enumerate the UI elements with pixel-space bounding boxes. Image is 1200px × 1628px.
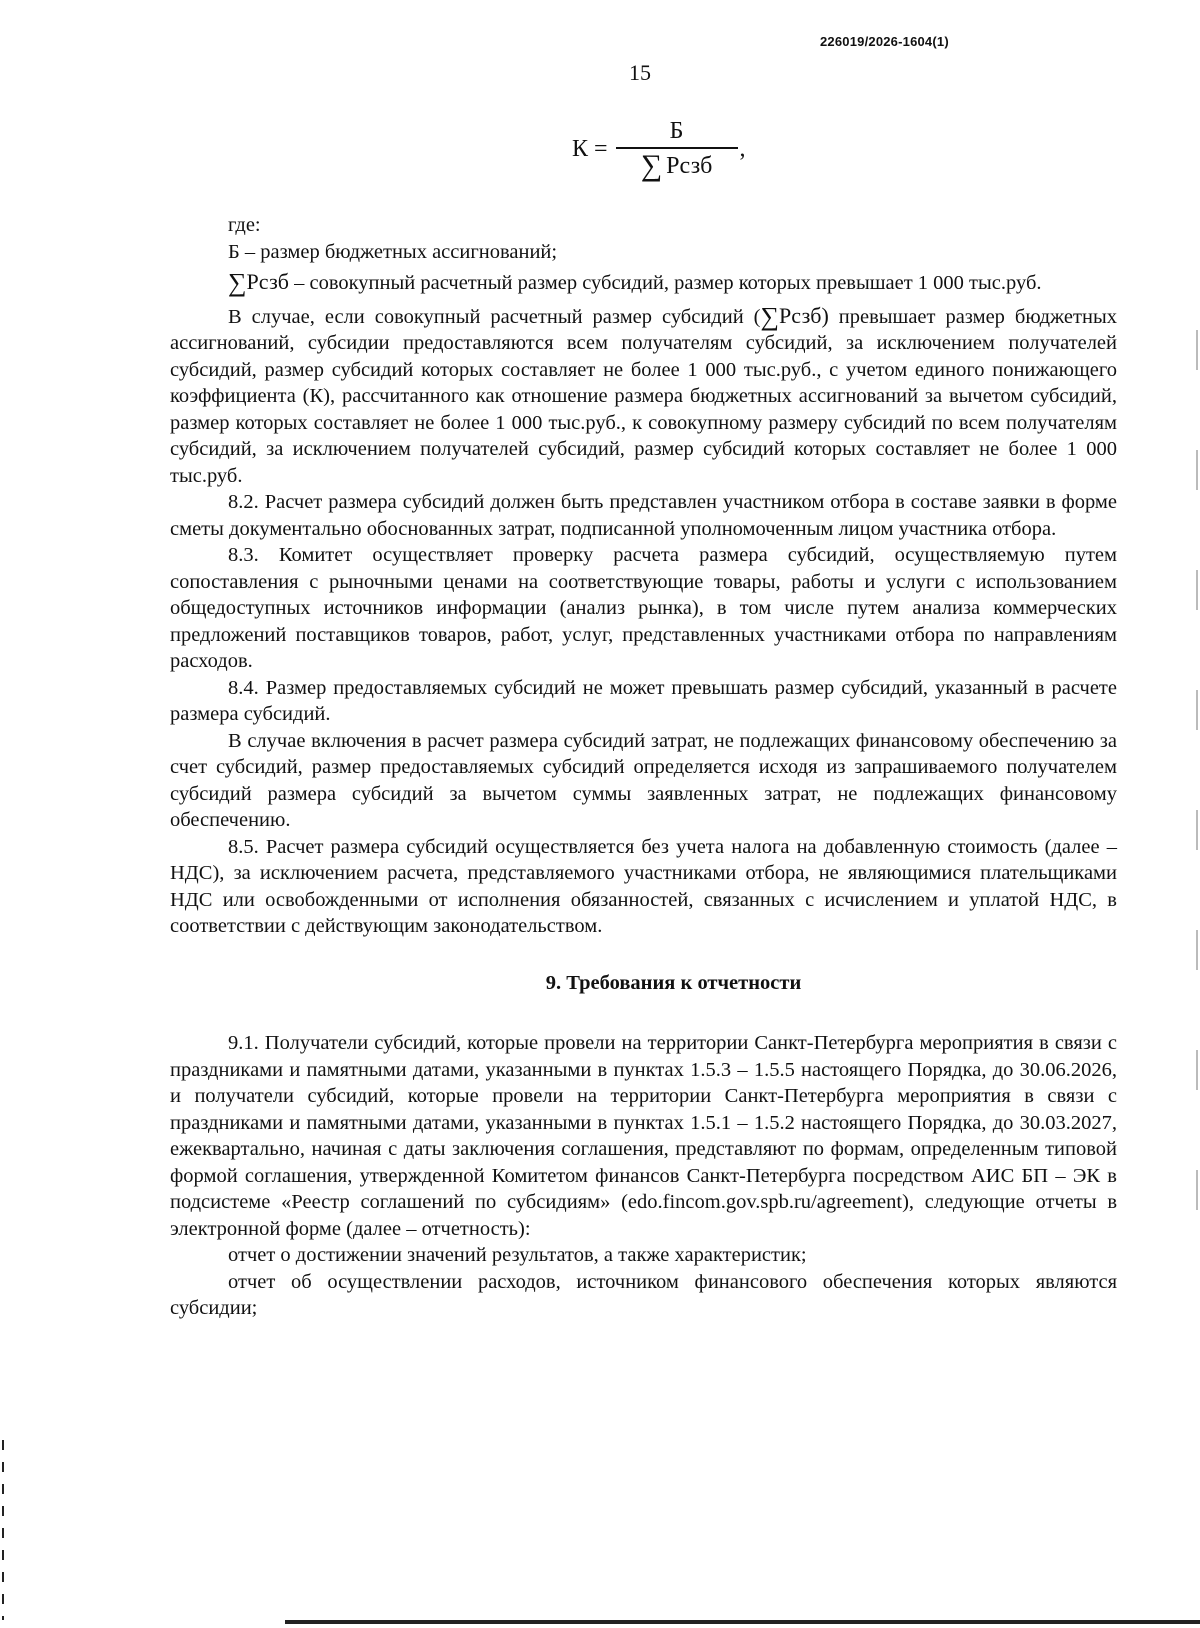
coefficient-formula: [572, 118, 746, 181]
definition-sum-term: Рсзб: [246, 269, 289, 294]
formula-comma: ,: [739, 136, 746, 162]
paragraph-9-1: 9.1. Получатели субсидий, которые провели на территории Санкт-Петербурга мероприятия в связи с праздниками и памятными датами, указанными в пунктах 1.5.3 – 1.5.5 настоящего Порядка, до 30.06.2026, и получатели субсидий, которые провели на территории Санкт-Петербурга мероприятия в связи с праздниками и памятными датами, указанными в пунктах 1.5.1 – 1.5.2 настоящего Порядка, до 30.03.2027, ежеквартально, начиная с даты заключения соглашения, представляют по формам, определенным типовой формой соглашения, утвержденной Комитетом финансов Санкт-Петербурга посредством АИС БП – ЭК в подсистеме «Реестр соглашений по субсидиям» (edo.fincom.gov.spb.ru/agreement), следующие отчеты в электронной форме (далее – отчетность):: [170, 1032, 1117, 1240]
paragraph-total-exceeds-start: В случае, если совокупный расчетный размер субсидий (: [228, 305, 761, 328]
definition-b: Б – размер бюджетных ассигнований;: [228, 240, 558, 263]
document-body: [170, 212, 1117, 1322]
page-number: 15: [629, 60, 651, 85]
definition-sum-text: – совокупный расчетный размер субсидий, размер которых превышает 1 000 тыс.руб.: [288, 272, 1042, 294]
scan-artifact-left: [2, 1440, 4, 1620]
formula-denominator: [641, 149, 713, 181]
paragraph-9-1-report-b: отчет об осуществлении расходов, источником финансового обеспечения которых являются субсидии;: [170, 1270, 1117, 1319]
paragraph-8-4-continued: В случае включения в расчет размера субсидий затрат, не подлежащих финансовому обеспечению за счет субсидий, размер предоставляемых субсидий определяется исходя из запрашиваемого получателем субсидий размера субсидий за вычетом суммы заявленных затрат, не подлежащих финансовому обеспечению.: [170, 729, 1117, 831]
scan-artifact-bottom: [285, 1620, 1200, 1624]
formula-numerator: Б: [616, 118, 738, 149]
scan-artifact-right: [1196, 330, 1198, 1230]
definition-sum: [170, 269, 1117, 297]
paragraph-8-5: 8.5. Расчет размера субсидий осуществляется без учета налога на добавленную стоимость (далее – НДС), за исключением расчета, представляемого участниками отбора, не являющимися плательщиками НДС или освобожденными от исполнения обязанностей, связанных с исчислением и уплатой НДС, в соответствии с действующим законодательством.: [170, 835, 1117, 937]
formula-denominator-term: Рсзб: [666, 152, 713, 179]
paragraph-total-exceeds-rest: превышает размер бюджетных ассигнований, субсидии предоставляются всем получателям субсидий, за исключением получателей субсидий, размер субсидий которых составляет не более 1 000 тыс.руб., с учетом единого понижающего коэффициента (К), рассчитанного как отношение размера бюджетных ассигнований за вычетом субсидий, размер которых составляет не более 1 000 тыс.руб., к совокупному размеру субсидий по всем получателям субсидий, за исключением получателей субсидий, размер субсидий которых составляет не более 1 000 тыс.руб.: [170, 305, 1117, 487]
paragraph-8-3: 8.3. Комитет осуществляет проверку расчета размера субсидий, осуществляемую путем сопоставления с рыночными ценами на соответствующие товары, работы и услуги с использованием общедоступных источников информации (анализ рынка), в том числе путем анализа коммерческих предложений поставщиков товаров, работ, услуг, представленных участниками отбора по направлениям расходов.: [170, 544, 1117, 672]
paragraph-8-4: 8.4. Размер предоставляемых субсидий не может превышать размер субсидий, указанный в расчете размера субсидий.: [170, 676, 1117, 725]
paragraph-total-exceeds-term: Рсзб): [779, 302, 829, 328]
paragraph-8-2: 8.2. Расчет размера субсидий должен быть представлен участником отбора в составе заявки в форме сметы документально обоснованных затрат, подписанной уполномоченным лицом участника отбора.: [170, 491, 1117, 540]
paragraph-9-1-report-a: отчет о достижении значений результатов, а также характеристик;: [228, 1244, 807, 1266]
formula-fraction: [616, 118, 738, 181]
where-label: где:: [228, 214, 261, 236]
sigma-symbol: ∑: [760, 301, 780, 331]
sigma-symbol: ∑: [640, 149, 663, 182]
document-id: 226019/2026-1604(1): [820, 34, 949, 49]
formula-lhs: К =: [572, 136, 608, 162]
sigma-symbol: ∑: [228, 268, 247, 297]
paragraph-total-exceeds: [170, 303, 1117, 490]
section-9-title: 9. Требования к отчетности: [545, 971, 802, 994]
